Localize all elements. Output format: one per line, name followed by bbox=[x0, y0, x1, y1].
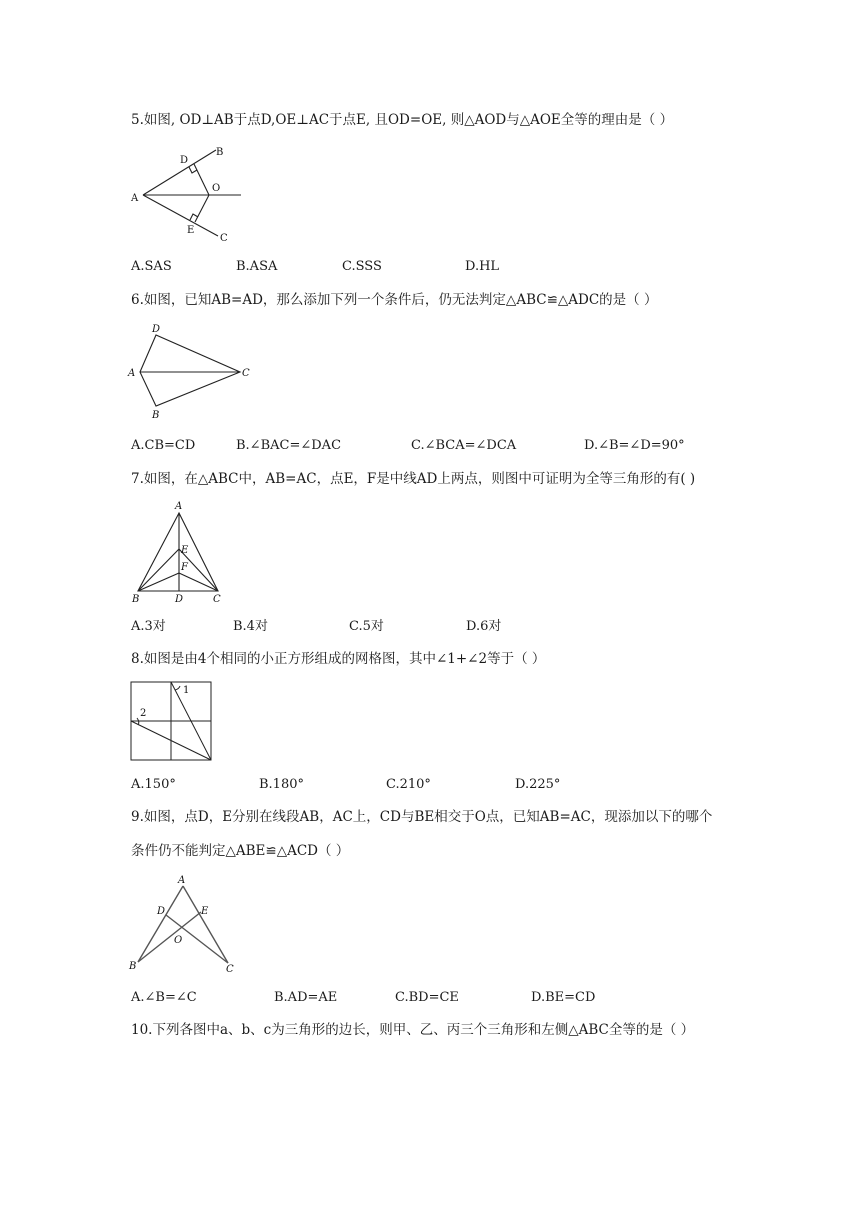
q9-label-c: C bbox=[226, 964, 234, 975]
q5-label-a: A bbox=[131, 193, 139, 204]
q9-side-ab bbox=[138, 886, 183, 962]
q8-label-1: 1 bbox=[183, 685, 190, 696]
q5-label-d: D bbox=[180, 155, 189, 166]
q9-label-e: E bbox=[201, 906, 209, 917]
q9-option-c: C.BD=CE bbox=[395, 990, 459, 1005]
question-7-figure bbox=[128, 497, 233, 607]
q6-quadrilateral bbox=[140, 335, 240, 406]
q7-label-e: E bbox=[181, 545, 189, 556]
question-8-figure bbox=[128, 680, 216, 764]
q5-segment-od bbox=[194, 164, 209, 195]
q8-label-2: 2 bbox=[140, 708, 147, 719]
q7-segment-bf bbox=[138, 573, 179, 591]
q6-label-d: D bbox=[152, 324, 161, 335]
q7-label-a: A bbox=[175, 501, 183, 512]
question-9-figure bbox=[126, 872, 236, 977]
q9-option-d: D.BE=CD bbox=[531, 990, 596, 1005]
q7-label-f: F bbox=[181, 562, 188, 573]
q8-option-a: A.150° bbox=[131, 777, 176, 792]
q7-segment-cf bbox=[179, 573, 218, 591]
question-9-stem-line2: 条件仍不能判定△ABE≌△ACD（ ） bbox=[131, 843, 350, 859]
q9-label-b: B bbox=[129, 961, 137, 972]
q6-label-c: C bbox=[242, 368, 250, 379]
q7-option-b: B.4对 bbox=[233, 619, 268, 634]
q5-label-c: C bbox=[220, 233, 228, 244]
q7-option-c: C.5对 bbox=[349, 619, 384, 634]
question-6-figure bbox=[126, 318, 256, 426]
q7-label-c: C bbox=[213, 594, 221, 605]
q9-option-a: A.∠B=∠C bbox=[131, 990, 197, 1005]
q5-segment-oe bbox=[195, 195, 209, 222]
q6-option-a: A.CB=CD bbox=[131, 438, 196, 453]
q7-label-b: B bbox=[132, 594, 140, 605]
q7-segment-be bbox=[138, 549, 179, 591]
question-7-stem: 7.如图，在△ABC中，AB=AC，点E，F是中线AD上两点，则图中可证明为全等三角形的有( ) bbox=[131, 471, 696, 487]
q5-label-e: E bbox=[187, 225, 195, 236]
q7-option-d: D.6对 bbox=[466, 619, 502, 634]
q9-option-b: B.AD=AE bbox=[274, 990, 338, 1005]
q8-option-b: B.180° bbox=[259, 777, 304, 792]
q6-option-d: D.∠B=∠D=90° bbox=[584, 438, 685, 453]
q5-label-o: O bbox=[212, 183, 221, 194]
question-9-stem-line1: 9.如图，点D，E分别在线段AB，AC上，CD与BE相交于O点，已知AB=AC，现添加以下的哪个 bbox=[131, 809, 713, 825]
q7-option-a: A.3对 bbox=[131, 619, 166, 634]
q6-label-a: A bbox=[128, 368, 136, 379]
q6-label-b: B bbox=[152, 410, 160, 421]
q5-label-b: B bbox=[216, 147, 224, 158]
q7-label-d: D bbox=[175, 594, 184, 605]
q5-option-d: D.HL bbox=[465, 259, 500, 274]
question-6-stem: 6.如图，已知AB=AD，那么添加下列一个条件后，仍无法判定△ABC≌△ADC的是（ ） bbox=[131, 292, 658, 308]
question-8-stem: 8.如图是由4个相同的小正方形组成的网格图，其中∠1+∠2等于（ ） bbox=[131, 651, 546, 667]
q8-angle-arc-1 bbox=[175, 686, 180, 690]
q5-option-b: B.ASA bbox=[236, 259, 278, 274]
q9-label-o: O bbox=[174, 935, 183, 946]
q5-option-c: C.SSS bbox=[342, 259, 382, 274]
q9-side-ac bbox=[183, 886, 228, 963]
q9-label-a: A bbox=[178, 875, 186, 886]
q6-option-c: C.∠BCA=∠DCA bbox=[411, 438, 517, 453]
q5-ray-ac bbox=[143, 195, 218, 236]
question-5-stem: 5.如图, OD⊥AB于点D,OE⊥AC于点E, 且OD=OE, 则△AOD与△AOE全等的理由是（ ） bbox=[131, 112, 674, 128]
question-10-stem: 10.下列各图中a、b、c为三角形的边长，则甲、乙、丙三个三角形和左侧△ABC全等的是（ ） bbox=[131, 1022, 695, 1038]
q9-segment-be bbox=[138, 912, 201, 962]
q8-option-c: C.210° bbox=[386, 777, 431, 792]
q5-option-a: A.SAS bbox=[131, 259, 172, 274]
q6-option-b: B.∠BAC=∠DAC bbox=[236, 438, 342, 453]
question-5-figure bbox=[128, 140, 253, 245]
q8-option-d: D.225° bbox=[515, 777, 561, 792]
q9-label-d: D bbox=[157, 906, 166, 917]
